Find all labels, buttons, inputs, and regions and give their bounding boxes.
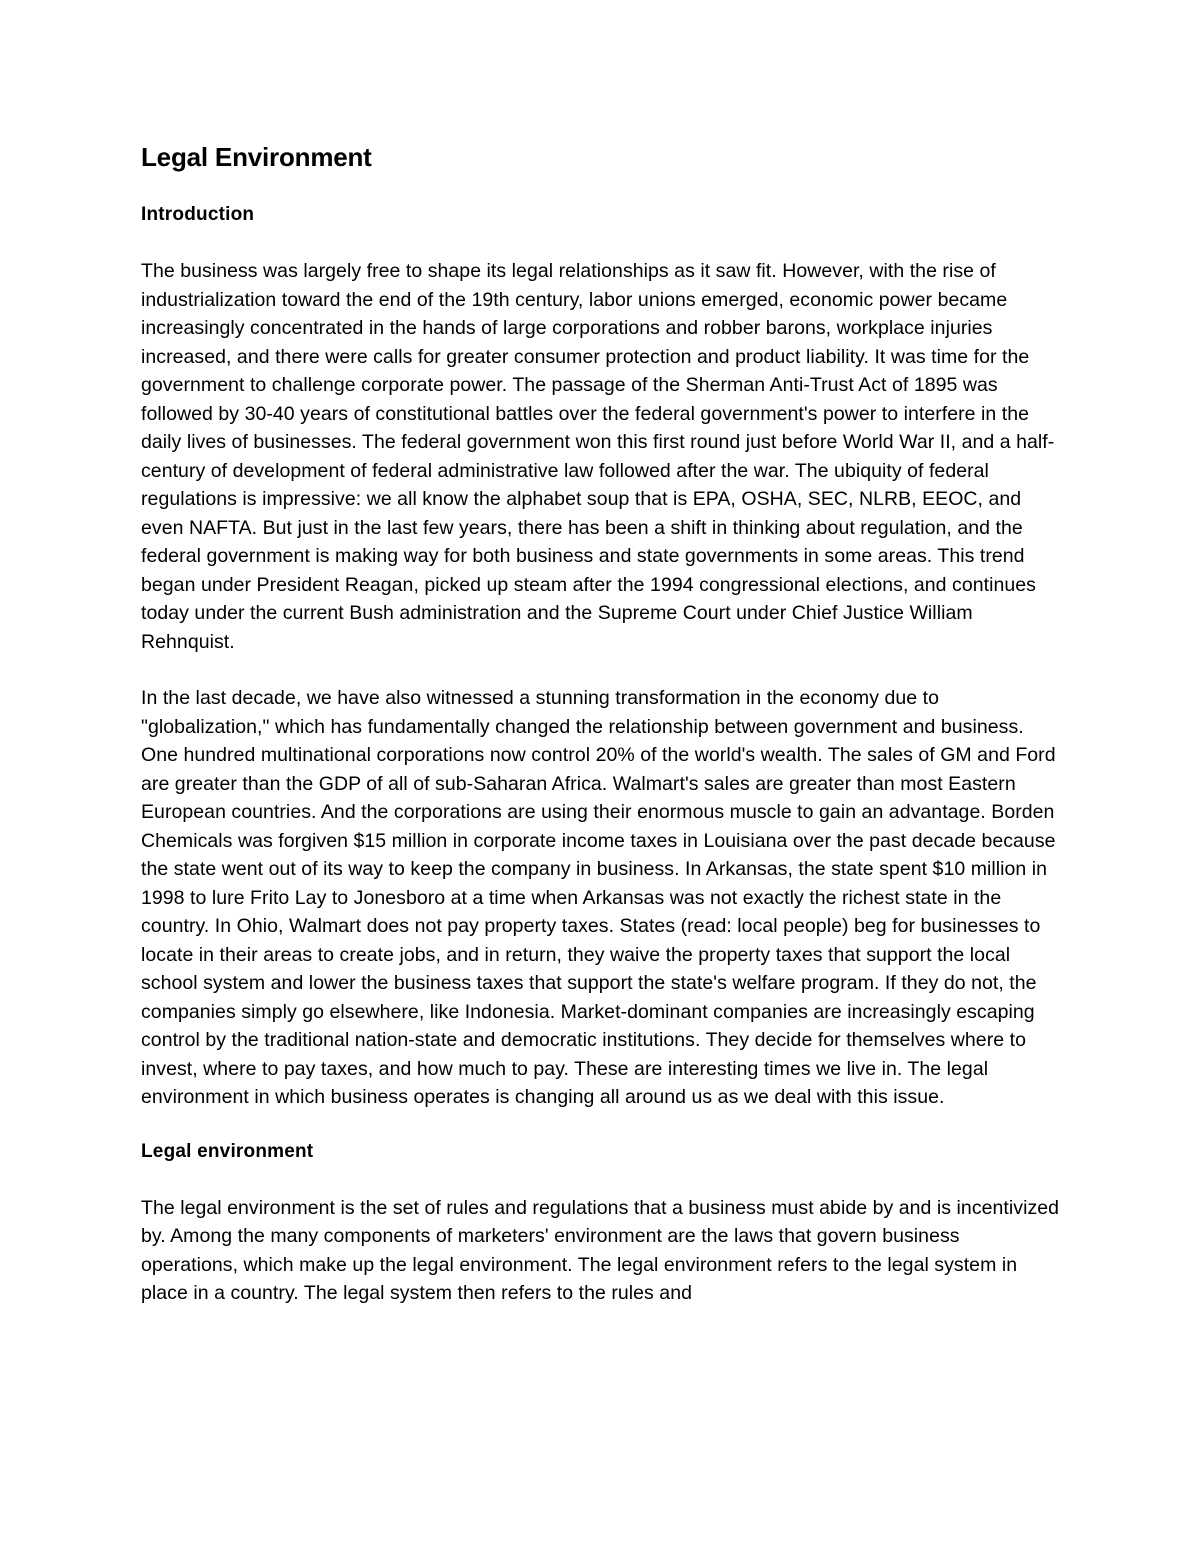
introduction-paragraph-1: The business was largely free to shape its legal relationships as it saw fit. However, with the rise of industrialization toward the end of the 19th century, labor unions emerged, economic power became increasingly concentrated in the hands of large corporations and robber barons, workplace injuries increased, and there were calls for greater consumer protection and product liability. It was time for the government to challenge corporate power. The passage of the Sherman Anti-Trust Act of 1895 was followed by 30-40 years of constitutional battles over the federal government's power to interfere in the daily lives of businesses. The federal government won this first round just before World War II, and a half-century of development of federal administrative law followed after the war. The ubiquity of federal regulations is impressive: we all know the alphabet soup that is EPA, OSHA, SEC, NLRB, EEOC, and even NAFTA. But just in the last few years, there has been a shift in thinking about regulation, and the federal government is making way for both business and state governments in some areas. This trend began under President Reagan, picked up steam after the 1994 congressional elections, and continues today under the current Bush administration and the Supreme Court under Chief Justice William Rehnquist. [141,260,1055,653]
legal-environment-paragraph-1: The legal environment is the set of rules and regulations that a business must abide by and is incentivized by. Among the many components of marketers' environment are the laws that govern business operations, which make up the legal environment. The legal environment refers to the legal system in place in a country. The legal system then refers to the rules and [141,1196,1060,1304]
document-page [141,141,1061,1336]
introduction-paragraph-2: In the last decade, we have also witnessed a stunning transformation in the economy due to "globalization," which has fundamentally changed the relationship between government and business. One hundred multinational corporations now control 20% of the world's wealth. The sales of GM and Ford are greater than the GDP of all of sub-Saharan Africa. Walmart's sales are greater than most Eastern European countries. And the corporations are using their enormous muscle to gain an advantage. Borden Chemicals was forgiven $15 million in corporate income taxes in Louisiana over the past decade because the state went out of its way to keep the company in business. In Arkansas, the state spent $10 million in 1998 to lure Frito Lay to Jonesboro at a time when Arkansas was not exactly the richest state in the country. In Ohio, Walmart does not pay property taxes. States (read: local people) beg for businesses to locate in their areas to create jobs, and in return, they waive the property taxes that support the local school system and lower the business taxes that support the state's welfare program. If they do not, the companies simply go elsewhere, like Indonesia. Market-dominant companies are increasingly escaping control by the traditional nation-state and democratic institutions. They decide for themselves where to invest, where to pay taxes, and how much to pay. These are interesting times we live in. The legal environment in which business operates is changing all around us as we deal with this issue. [141,687,1056,1108]
section-heading-legal-environment: Legal environment [141,1140,314,1162]
section-heading-introduction: Introduction [141,204,255,225]
document-title: Legal Environment [141,142,372,172]
